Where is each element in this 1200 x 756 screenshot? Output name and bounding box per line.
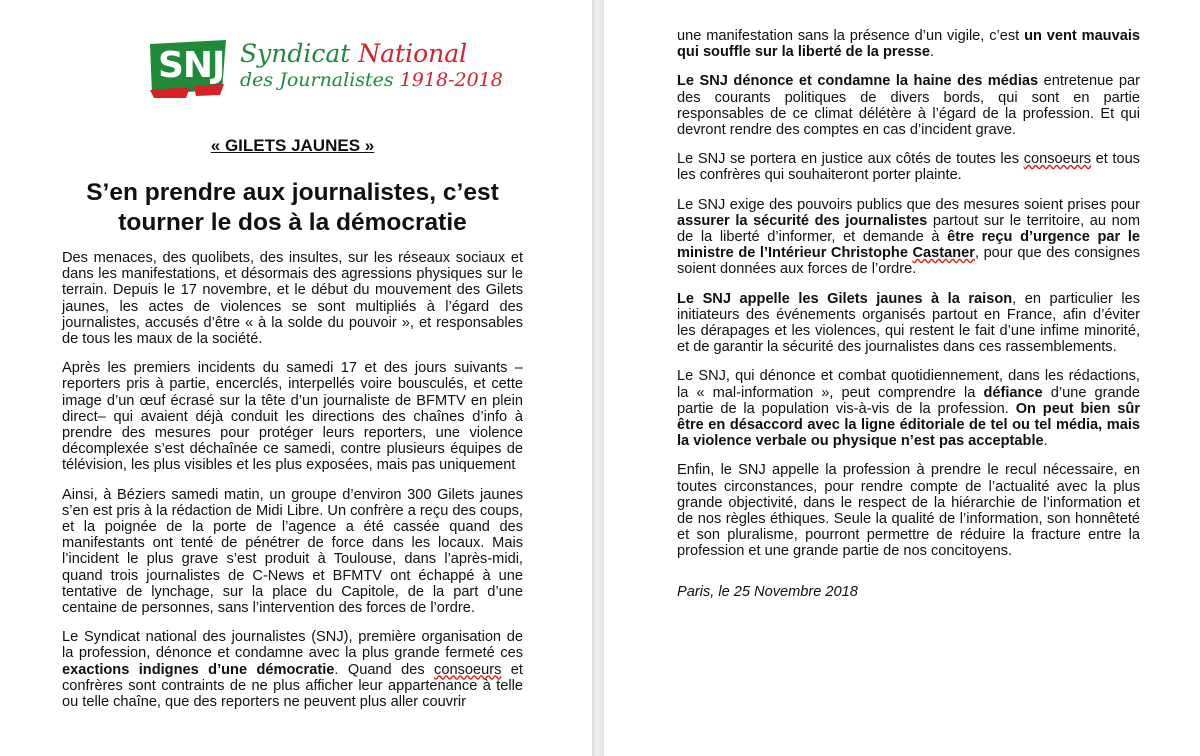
paragraph: Après les premiers incidents du samedi 17 et des jours suivants – reporters pris à partie, encerclés, interpellés voire bousculés, et cette image d’un œuf écrasé sur la tête d’un journaliste de BFMTV en plein direct– qui avaient déjà conduit les directions des chaînes d’info à prendre des mesures pour protéger leurs reporters, une violence décomplexée s’est déchaînée ce samedi, contre plusieurs équipes de télévision, les plus visibles et les plus exposées, mais pas uniquement xyxy=(62,360,523,474)
snj-logo xyxy=(144,38,503,108)
paragraph: Des menaces, des quolibets, des insultes, sur les réseaux sociaux et dans les manifestations, et désormais des agressions physiques sur le terrain. Depuis le 17 novembre, et le début du mouvement des Gilets jaunes, les actes de violences se sont multipliés à l’égard des journalistes, accusés d’être « à la solde du pouvoir », et responsables de tous les maux de la société. xyxy=(62,250,523,348)
spellcheck-word: consoeurs xyxy=(434,661,502,678)
paragraph: Le SNJ, qui dénonce et combat quotidiennement, dans les rédactions, la « mal-information », peut comprendre la défiance d’une grande partie de la population vis-à-vis de la profession. On peut bien sûr être en désaccord avec la ligne éditoriale de tel ou tel média, mais la violence verbale ou physique n’est pas acceptable. xyxy=(677,368,1140,450)
paragraph: Ainsi, à Béziers samedi matin, un groupe d’environ 300 Gilets jaunes s’en est pris à la rédaction de Midi Libre. Un confrère a reçu des coups, et la poignée de la porte de l’agence a été cassée quand des manifestants ont tenté de pénétrer de force dans les locaux. Mais l’incident le plus grave s’est produit à Toulouse, dans l’après-midi, quand trois journalistes de C-News et BFMTV ont échappé à une tentative de lynchage, sur la place du Capitole, de la part d’une centaine de personnes, sans l’intervention des forces de l’ordre. xyxy=(62,486,523,617)
right-column xyxy=(677,28,1140,613)
snj-logo-line1: Syndicat National xyxy=(240,39,468,68)
left-column xyxy=(62,250,523,723)
document-page-right xyxy=(604,0,1200,756)
document-page-left xyxy=(0,0,592,756)
signoff-date: Paris, le 25 Novembre 2018 xyxy=(677,583,858,600)
paragraph: Le SNJ exige des pouvoirs publics que des mesures soient prises pour assurer la sécurité des journalistes partout sur le territoire, au nom de la liberté d’informer, et demande à être reçu d’urgence par le ministre de l’Intérieur Christophe Castaner, pour que des consignes soient données aux forces de l’ordre. xyxy=(677,196,1140,278)
paragraph: Enfin, le SNJ appelle la profession à prendre le recul nécessaire, en toutes circonstances, pour rendre compte de l’actualité avec la plus grande objectivité, dans le respect de la hiérarchie de l’information et de nos règles éthiques. Seule la qualité de l’information, son honnêteté et son pluralisme, pourront permettre de réduire la fracture entre la profession et une grande partie de nos concitoyens. xyxy=(677,462,1140,560)
snj-logo-acronym: SNJ xyxy=(158,45,225,86)
kicker-title: « GILETS JAUNES » xyxy=(210,136,375,155)
spellcheck-word: consoeurs xyxy=(1023,151,1092,168)
page-separator xyxy=(592,0,604,756)
paragraph: Le SNJ dénonce et condamne la haine des médias entretenue par des courants politiques de divers bords, qui sont en partie responsables de ce climat délétère à l’égard de la profession. Et qui devront rendre des comptes en cas d’incident grave. xyxy=(677,73,1140,139)
paragraph: une manifestation sans la présence d’un vigile, c’est un vent mauvais qui souffle sur la liberté de la presse. xyxy=(677,28,1141,61)
paragraph: Le Syndicat national des journalistes (SNJ), première organisation de la profession, dénonce et condamne avec la plus grande fermeté ces exactions indignes d’une démocratie. Quand des consoeurs et confrères sont contraints de ne plus afficher leur appartenance à telle ou telle chaîne, que des reporters ne peuvent plus aller couvrir xyxy=(62,629,523,711)
paragraph: Le SNJ appelle les Gilets jaunes à la raison, en particulier les initiateurs des événements organisés partout en France, afin d’éviter les dérapages et les violences, qui restent le fait d’une infime minorité, et de garantir la sécurité des journalistes dans ces rassemblements. xyxy=(677,290,1140,356)
snj-logo-line2: des Journalistes 1918-2018 xyxy=(240,69,503,91)
paragraph: Le SNJ se portera en justice aux côtés de toutes les consoeurs et tous les confrères qui souhaiteront porter plainte. xyxy=(677,151,1140,184)
spellcheck-word: Castaner xyxy=(912,245,975,262)
page-title: S’en prendre aux journalistes, c’est tourner le dos à la démocratie xyxy=(86,179,499,236)
